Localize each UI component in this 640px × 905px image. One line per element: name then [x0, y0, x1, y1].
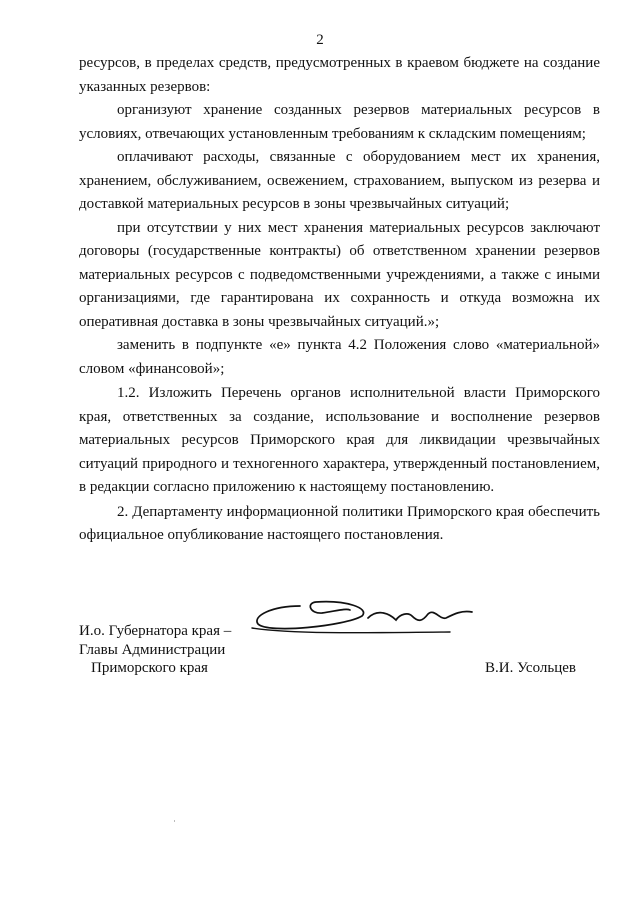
paragraph-item-1-2: 1.2. Изложить Перечень органов исполнительной власти Приморского края, ответственных за создание, использование и восполнение резервов материальных ресурсов Приморского края для ликвидации чрезвычайных ситуаций природного и техногенного характера, утвержденный постановлением, в редакции согласно приложению к настоящему постановлению. — [79, 385, 600, 495]
signatory-title — [79, 622, 231, 678]
paragraph-replace-word: заменить в подпункте «е» пункта 4.2 Положения слово «материальной» словом «финансовой»; — [79, 337, 600, 377]
paragraph-item-2: 2. Департаменту информационной политики Приморского края обеспечить официальное опубликование настоящего постановления. — [79, 503, 600, 543]
document-body — [79, 52, 600, 548]
signatory-title-line: Главы Администрации — [79, 641, 226, 658]
paragraph-expenses: оплачивают расходы, связанные с оборудованием мест их хранения, хранением, обслуживанием, освежением, страхованием, выпуском из резерва и доставкой материальных ресурсов в зоны чрезвычайных ситуаций; — [79, 149, 600, 212]
paragraph-storage: организуют хранение созданных резервов материальных ресурсов в условиях, отвечающих установленным требованиям к складским помещениям; — [79, 102, 600, 142]
signatory-title-line: Приморского края — [91, 660, 208, 676]
paragraph-continuation: ресурсов, в пределах средств, предусмотренных в краевом бюджете на создание указанных резервов: — [79, 55, 600, 95]
paragraph-contracts: при отсутствии у них мест хранения материальных ресурсов заключают договоры (государственные контракты) об ответственном хранении резервов материальных ресурсов с подведомственными учреждениями, а также с иными организациями, где гарантирована их сохранность и откуда возможна их оперативная доставка в зоны чрезвычайных ситуаций.»; — [79, 219, 600, 330]
signatory-title-line: И.о. Губернатора края – — [79, 623, 232, 639]
page-number: 2 — [316, 32, 324, 48]
handwritten-signature — [250, 592, 520, 644]
signatory-name: В.И. Усольцев — [485, 660, 576, 676]
scan-speck — [174, 820, 175, 822]
